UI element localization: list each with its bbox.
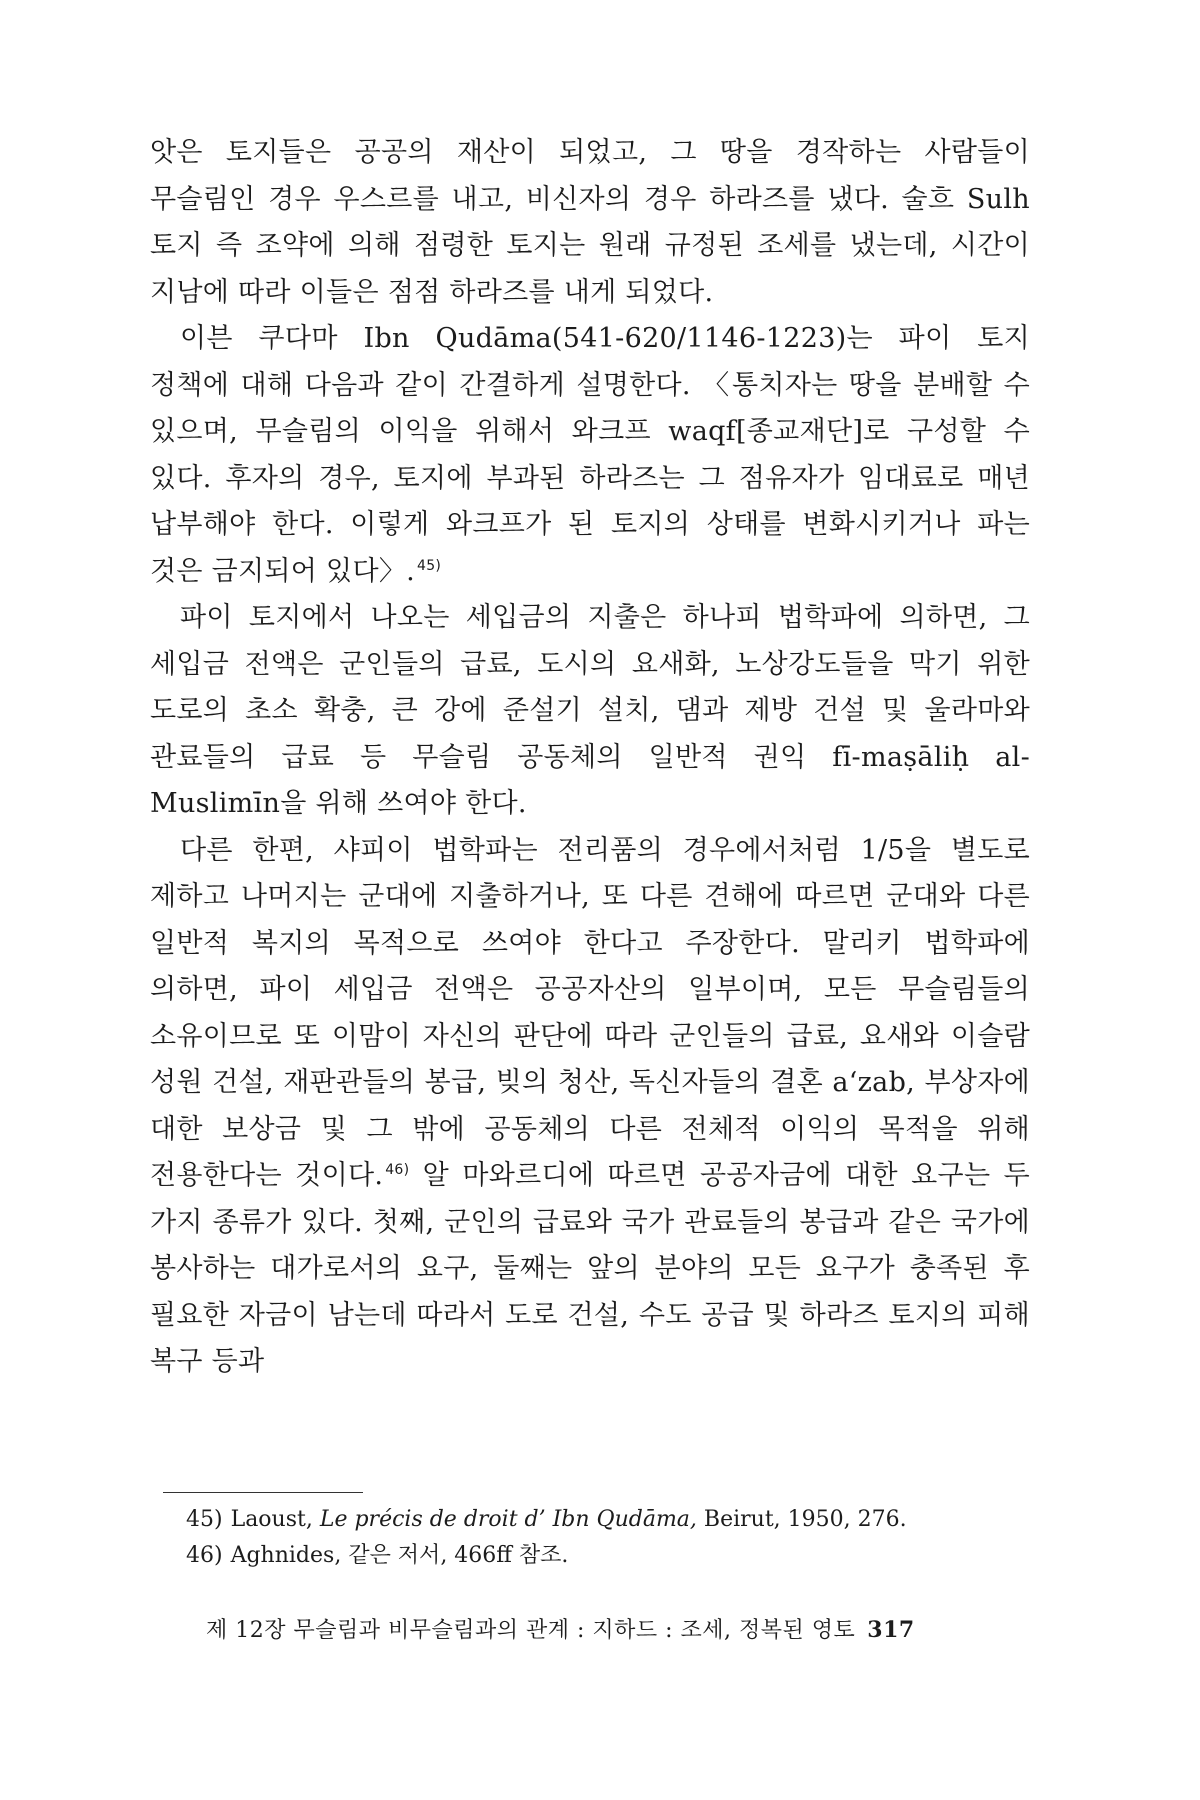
page-number: 317: [867, 1617, 915, 1643]
footnote-title: Le précis de droit d’ Ibn Qudāma,: [319, 1507, 697, 1532]
paragraph-4: [150, 828, 1030, 1386]
paragraph-3-text: 파이 토지에서 나오는 세입금의 지출은 하나피 법학파에 의하면, 그 세입금 전액은 군인들의 급료, 도시의 요새화, 노상강도들을 막기 위한 도로의 초소 확충, 큰 강에 준설기 설치, 댐과 제방 건설 및 울라마와 관료들의 급료 등 무슬림 공동체의 일반적 권익 fī-maṣāliḥ al-Muslimīn을 위해 쓰여야 한다.: [150, 602, 1030, 819]
footnote-ref-46: 46): [385, 1162, 410, 1178]
footnote-author: Laoust,: [230, 1507, 320, 1532]
body-text: [150, 130, 1030, 1386]
paragraph-4-text-continued: 알 마와르디에 따르면 공공자금에 대한 요구는 두 가지 종류가 있다. 첫째, 군인의 급료와 국가 관료들의 봉급과 같은 국가에 봉사하는 대가로서의 요구, 둘째는 앞의 분야의 모든 요구가 충족된 후 필요한 자금이 남는데 따라서 도로 건설, 수도 공급 및 하라즈 토지의 피해 복구 등과: [150, 1160, 1030, 1377]
paragraph-1-text: 앗은 토지들은 공공의 재산이 되었고, 그 땅을 경작하는 사람들이 무슬림인 경우 우스르를 내고, 비신자의 경우 하라즈를 냈다. 술흐 Sulh 토지 즉 조약에 의해 점령한 토지는 원래 규정된 조세를 냈는데, 시간이 지남에 따라 이들은 점점 하라즈를 내게 되었다.: [150, 137, 1030, 308]
footnote-number: 46): [186, 1543, 223, 1568]
footnote-45: [186, 1502, 1026, 1538]
running-footer: [206, 1613, 915, 1644]
footnote-rest: 같은 저서, 466ff 참조.: [348, 1543, 569, 1568]
paragraph-3: [150, 595, 1030, 828]
paragraph-1: [150, 130, 1030, 316]
footnote-ref-45: 45): [417, 557, 442, 574]
paragraph-2: [150, 316, 1030, 595]
footnote-number: 45): [186, 1507, 223, 1532]
chapter-title: 제 12장 무슬림과 비무슬림과의 관계 : 지하드 : 조세, 정복된 영토: [206, 1618, 856, 1643]
footnote-author: Aghnides,: [230, 1543, 349, 1568]
paragraph-4-text: 다른 한편, 샤피이 법학파는 전리품의 경우에서처럼 1/5을 별도로 제하고 나머지는 군대에 지출하거나, 또 다른 견해에 따르면 군대와 다른 일반적 복지의 목적으로 쓰여야 한다고 주장한다. 말리키 법학파에 의하면, 파이 세입금 전액은 공공자산의 일부이며, 모든 무슬림들의 소유이므로 또 이맘이 자신의 판단에 따라 군인들의 급료, 요새와 이슬람 성원 건설, 재판관들의 봉급, 빚의 청산, 독신자들의 결혼 a‘zab, 부상자에 대한 보상금 및 그 밖에 공동체의 다른 전체적 이익의 목적을 위해 전용한다는 것이다.: [150, 834, 1030, 1191]
footnote-divider: [163, 1492, 363, 1493]
footnotes: [186, 1502, 1026, 1574]
footnote-rest: Beirut, 1950, 276.: [696, 1507, 907, 1532]
paragraph-2-text: 이븐 쿠다마 Ibn Qudāma(541-620/1146-1223)는 파이 토지 정책에 대해 다음과 같이 간결하게 설명한다. 〈통치자는 땅을 분배할 수 있으며, 무슬림의 이익을 위해서 와크프 waqf[종교재단]로 구성할 수 있다. 후자의 경우, 토지에 부과된 하라즈는 그 점유자가 임대료로 매년 납부해야 한다. 이렇게 와크프가 된 토지의 상태를 변화시키거나 파는 것은 금지되어 있다〉.: [150, 323, 1030, 587]
footnote-46: [186, 1538, 1026, 1574]
